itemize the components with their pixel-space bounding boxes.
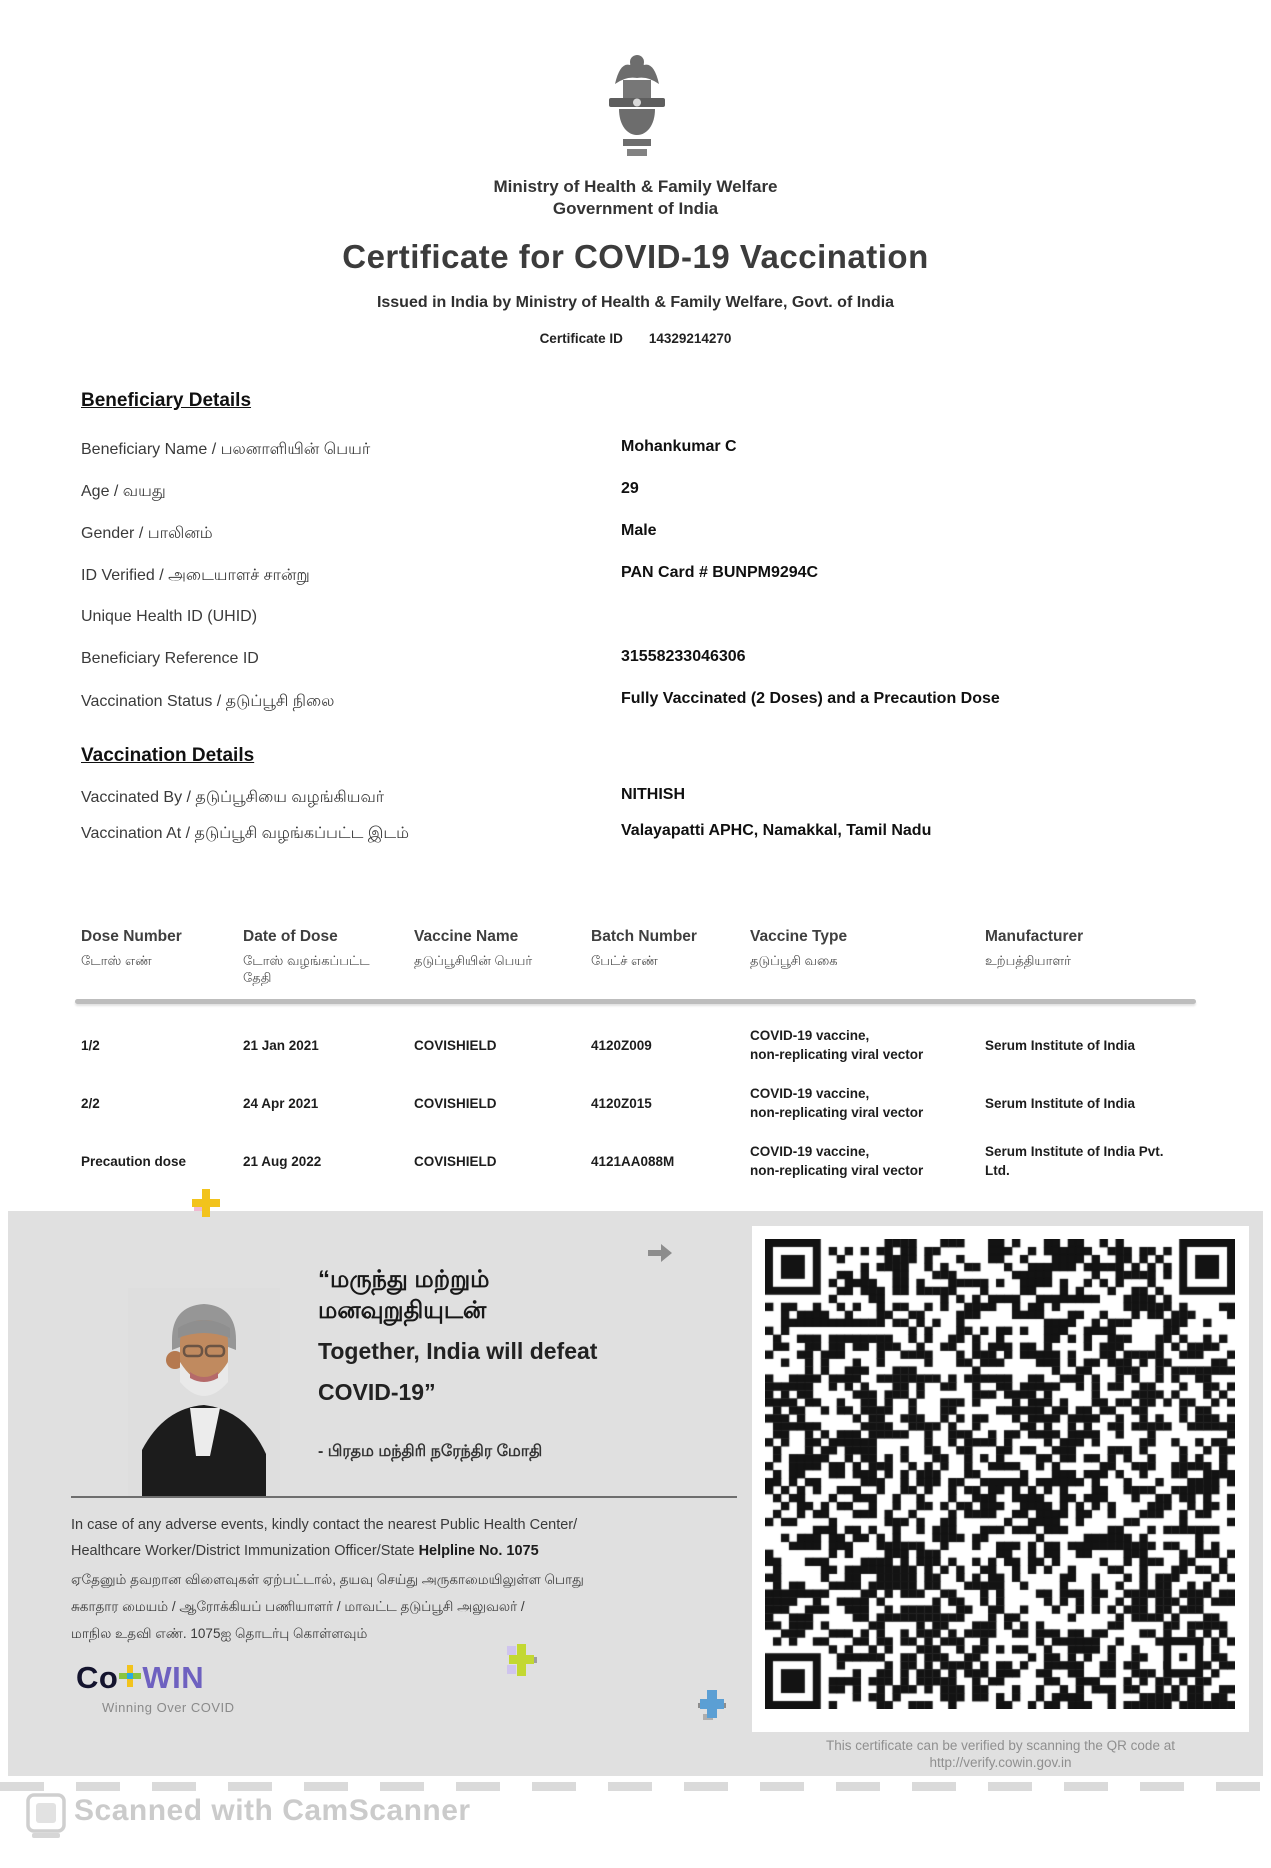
table-row xyxy=(81,1074,1197,1132)
pm-quote xyxy=(318,1264,738,1462)
quote-english-line2: COVID-19” xyxy=(318,1379,436,1405)
detail-row xyxy=(81,472,1201,514)
vaccine-name-cell: COVISHIELD xyxy=(414,1095,497,1111)
scan-dash-strip xyxy=(0,1782,1271,1791)
batch-number-cell: 4121AA088M xyxy=(591,1153,675,1169)
detail-row xyxy=(81,514,1201,556)
camscanner-icon xyxy=(26,1793,66,1839)
dose-date-cell: 21 Aug 2022 xyxy=(243,1153,322,1169)
quote-english-line1: Together, India will defeat xyxy=(318,1338,598,1364)
beneficiary-section-title: Beneficiary Details xyxy=(81,390,252,411)
plus-icon-yellow xyxy=(192,1189,220,1217)
vaccine-type-cell: COVID-19 vaccine, non-replicating viral vector xyxy=(750,1086,924,1120)
table-row xyxy=(81,1016,1197,1074)
manufacturer-cell: Serum Institute of India xyxy=(985,1037,1136,1053)
vaccine-type-cell: COVID-19 vaccine, non-replicating viral vector xyxy=(750,1028,924,1062)
detail-value: Fully Vaccinated (2 Doses) and a Precaution Dose xyxy=(621,690,1000,707)
pm-portrait-image xyxy=(128,1288,280,1496)
certificate-id-label: Certificate ID xyxy=(539,331,623,346)
detail-value: PAN Card # BUNPM9294C xyxy=(621,564,819,581)
cowin-tagline: Winning Over COVID xyxy=(102,1700,235,1715)
manufacturer-cell: Serum Institute of India Pvt. Ltd. xyxy=(985,1144,1164,1178)
cowin-logo xyxy=(76,1660,204,1696)
detail-row xyxy=(81,682,1201,724)
certificate-id-line xyxy=(0,331,1271,346)
quote-attribution: - பிரதம மந்திரி நரேந்திர மோதி xyxy=(318,1443,543,1460)
adverse-events-text-tamil: ஏதேனும் தவறான விளைவுகள் ஏற்பட்டால், தயவு செய்து அருகாமையிலுள்ள பொது சுகாதார மையம் / ஆரோக்கியப் பணியாளர் / மாவட்ட தடுப்பூசி அலுவலர் / மாநில உதவி எண். 1075ஐ தொடர்பு கொள்ளவும் xyxy=(71,1572,584,1641)
detail-value: NITHISH xyxy=(621,786,685,803)
adverse-events-text xyxy=(71,1512,731,1564)
government-name: Government of India xyxy=(552,199,719,218)
dose-number-cell: 2/2 xyxy=(81,1095,100,1111)
detail-row xyxy=(81,430,1201,472)
detail-value: Valayapatti APHC, Namakkal, Tamil Nadu xyxy=(621,822,932,839)
certificate-id-value: 14329214270 xyxy=(648,331,732,346)
adverse-line1: In case of any adverse events, kindly contact the nearest Public Health Center/ xyxy=(71,1517,578,1533)
detail-value: Male xyxy=(621,522,657,539)
vaccination-section-title: Vaccination Details xyxy=(81,745,255,766)
camscanner-watermark: Scanned with CamScanner xyxy=(74,1794,471,1827)
detail-label: Beneficiary Name / பலனாளியின் பெயர் xyxy=(81,441,371,458)
table-divider xyxy=(75,999,1196,1004)
dose-date-cell: 21 Jan 2021 xyxy=(243,1037,319,1053)
adverse-line2: Healthcare Worker/District Immunization Officer/State xyxy=(71,1543,419,1559)
arrow-right-icon xyxy=(648,1243,672,1263)
dose-number-cell: 1/2 xyxy=(81,1037,100,1053)
detail-value: 31558233046306 xyxy=(621,648,746,665)
quote-tamil-line2: மனவுறுதியுடன் xyxy=(318,1297,487,1324)
dose-table-body xyxy=(81,1016,1197,1190)
detail-label: Unique Health ID (UHID) xyxy=(81,608,258,625)
vaccine-name-cell: COVISHIELD xyxy=(414,1153,497,1169)
cowin-plus-icon xyxy=(119,1664,141,1688)
qr-caption: This certificate can be verified by scanning the QR code at http://verify.cowin.gov.in xyxy=(826,1738,1175,1770)
detail-label: Vaccination At / தடுப்பூசி வழங்கப்பட்ட இடம் xyxy=(81,825,409,842)
detail-row xyxy=(81,598,1201,640)
ministry-header xyxy=(0,176,1271,220)
dose-number-cell: Precaution dose xyxy=(81,1153,187,1169)
manufacturer-cell: Serum Institute of India xyxy=(985,1095,1136,1111)
detail-value: Mohankumar C xyxy=(621,438,737,455)
helpline-number: Helpline No. 1075 xyxy=(418,1543,539,1559)
quote-tamil-line1: “மருந்து மற்றும் xyxy=(318,1266,490,1293)
detail-row xyxy=(81,640,1201,682)
detail-row xyxy=(81,814,1201,850)
batch-number-cell: 4120Z009 xyxy=(591,1037,652,1053)
column-header: Vaccine Name தடுப்பூசியின் பெயர் xyxy=(414,928,533,968)
india-emblem-icon xyxy=(597,48,677,166)
detail-row xyxy=(81,556,1201,598)
detail-label: Beneficiary Reference ID xyxy=(81,650,259,667)
certificate-subtitle: Issued in India by Ministry of Health & Family Welfare, Govt. of India xyxy=(376,294,895,311)
column-header: Dose Number டோஸ் எண் xyxy=(81,928,182,968)
dose-table-header xyxy=(81,928,1197,986)
column-header: Batch Number பேட்ச் எண் xyxy=(591,928,697,968)
column-header: Manufacturer உற்பத்தியாளர் xyxy=(985,928,1084,968)
detail-label: Vaccination Status / தடுப்பூசி நிலை xyxy=(81,693,335,710)
batch-number-cell: 4120Z015 xyxy=(591,1095,652,1111)
detail-label: Gender / பாலினம் xyxy=(81,525,213,542)
footer-divider xyxy=(71,1496,737,1498)
column-header: Date of Dose டோஸ் வழங்கப்பட்ட தேதி xyxy=(243,928,370,985)
vaccine-name-cell: COVISHIELD xyxy=(414,1037,497,1053)
detail-label: Age / வயது xyxy=(81,483,166,500)
detail-label: ID Verified / அடையாளச் சான்று xyxy=(81,567,310,584)
detail-value: 29 xyxy=(621,480,639,497)
beneficiary-details xyxy=(81,430,1201,724)
certificate-title: Certificate for COVID-19 Vaccination xyxy=(342,238,929,275)
vaccine-type-cell: COVID-19 vaccine, non-replicating viral vector xyxy=(750,1144,924,1178)
ministry-name: Ministry of Health & Family Welfare xyxy=(493,177,778,196)
plus-icon-blue xyxy=(695,1688,729,1722)
vaccination-details xyxy=(81,778,1201,850)
column-header: Vaccine Type தடுப்பூசி வகை xyxy=(750,928,848,968)
qr-code xyxy=(765,1239,1235,1709)
qr-card xyxy=(752,1226,1249,1732)
plus-icon-lime xyxy=(505,1644,539,1676)
table-row xyxy=(81,1132,1197,1190)
dose-date-cell: 24 Apr 2021 xyxy=(243,1095,319,1111)
cowin-logo-win: WIN xyxy=(142,1660,205,1695)
cowin-logo-co: Co xyxy=(76,1660,119,1695)
detail-label: Vaccinated By / தடுப்பூசியை வழங்கியவர் xyxy=(81,789,385,806)
detail-row xyxy=(81,778,1201,814)
